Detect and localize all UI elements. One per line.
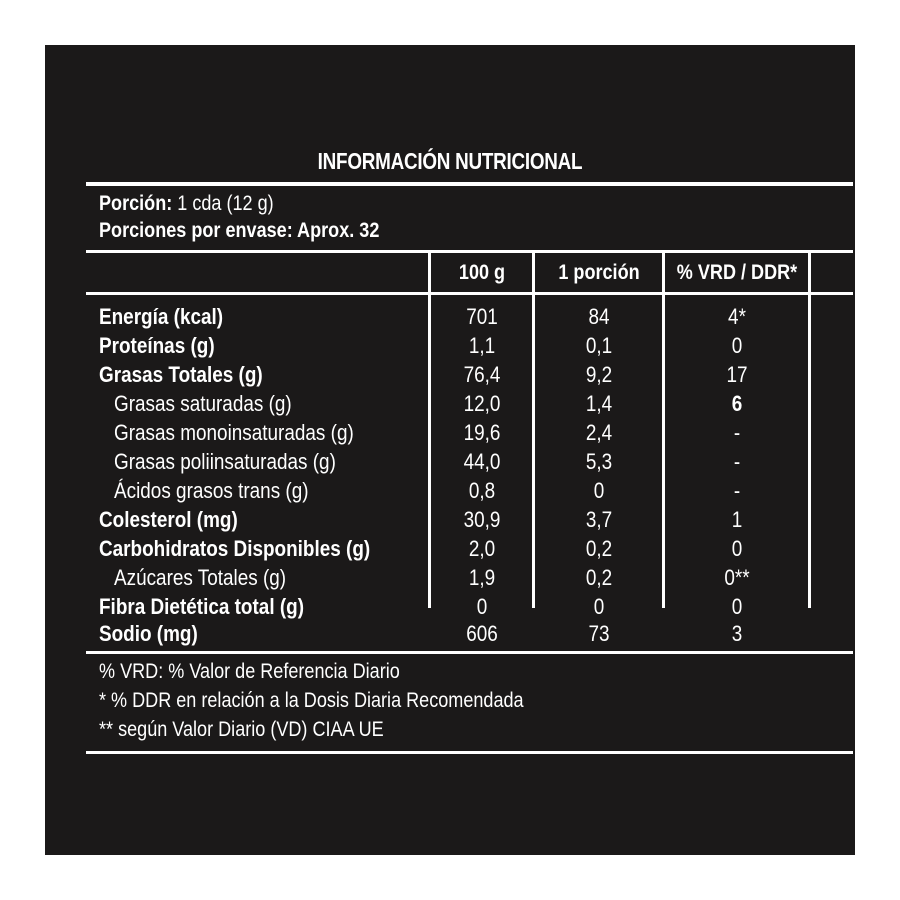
row-value-vrd: 6 [731, 391, 743, 416]
row-value-portion: 2,4 [585, 420, 613, 445]
col-header-portion: 1 porción [558, 261, 640, 284]
servings-line: Porciones por envase: Aprox. 32 [99, 219, 380, 242]
nutrition-title: INFORMACIÓN NUTRICIONAL [317, 148, 583, 174]
row-value-portion: 73 [588, 621, 610, 646]
rule-servings [86, 250, 853, 253]
table-row [0, 592, 900, 621]
row-value-portion: 0,1 [585, 333, 613, 358]
table-row [0, 447, 900, 476]
row-label: Fibra Dietética total (g) [99, 594, 304, 619]
row-value-100g: 76,4 [463, 362, 501, 387]
table-row [0, 476, 900, 505]
row-value-100g: 1,1 [468, 333, 496, 358]
row-value-100g: 0 [476, 594, 488, 619]
row-value-100g: 0,8 [468, 478, 496, 503]
row-value-portion: 0 [593, 478, 605, 503]
portion-label: Porción: [99, 192, 173, 215]
row-label: Grasas Totales (g) [99, 362, 263, 387]
portion-line [99, 192, 274, 216]
row-label: Energía (kcal) [99, 304, 224, 329]
row-value-portion: 9,2 [585, 362, 613, 387]
row-label: Sodio (mg) [99, 621, 198, 646]
row-value-portion: 3,7 [585, 507, 613, 532]
row-label: Grasas monoinsaturadas (g) [114, 420, 354, 445]
footnote-vrd: % VRD: % Valor de Referencia Diario [99, 660, 400, 683]
row-value-portion: 0 [593, 594, 605, 619]
row-value-vrd: - [733, 478, 741, 503]
col-header-100g: 100 g [458, 261, 506, 284]
row-value-100g: 606 [466, 621, 498, 646]
row-value-100g: 12,0 [463, 391, 501, 416]
table-row [0, 619, 900, 648]
portion-value: 1 cda (12 g) [177, 192, 274, 215]
row-label: Azúcares Totales (g) [114, 565, 287, 590]
row-value-100g: 19,6 [463, 420, 501, 445]
footnote-vd: ** según Valor Diario (VD) CIAA UE [99, 718, 384, 741]
rule-title [86, 182, 853, 186]
row-value-vrd: 0** [724, 565, 750, 590]
row-label: Grasas poliinsaturadas (g) [114, 449, 336, 474]
row-value-100g: 701 [466, 304, 498, 329]
row-value-vrd: 1 [731, 507, 743, 532]
row-value-vrd: - [733, 420, 741, 445]
row-label: Grasas saturadas (g) [114, 391, 292, 416]
row-value-vrd: 4* [728, 304, 746, 329]
row-value-portion: 0,2 [585, 536, 613, 561]
row-label: Colesterol (mg) [99, 507, 238, 532]
rule-header [86, 292, 853, 295]
table-row [0, 534, 900, 563]
rule-table-bottom [86, 651, 853, 654]
row-value-100g: 44,0 [463, 449, 501, 474]
row-value-vrd: - [733, 449, 741, 474]
table-row [0, 331, 900, 360]
row-value-100g: 2,0 [468, 536, 496, 561]
row-value-portion: 84 [588, 304, 610, 329]
row-value-100g: 1,9 [468, 565, 496, 590]
row-value-vrd: 0 [731, 594, 743, 619]
row-label: Proteínas (g) [99, 333, 215, 358]
row-value-portion: 5,3 [585, 449, 613, 474]
table-row [0, 302, 900, 331]
rule-bottom [86, 751, 853, 754]
table-row [0, 505, 900, 534]
table-row [0, 360, 900, 389]
row-value-vrd: 0 [731, 536, 743, 561]
footnote-ddr: * % DDR en relación a la Dosis Diaria Recomendada [99, 689, 524, 712]
col-header-vrd: % VRD / DDR* [676, 261, 798, 284]
row-label: Ácidos grasos trans (g) [114, 478, 309, 503]
row-label: Carbohidratos Disponibles (g) [99, 536, 371, 561]
table-row [0, 563, 900, 592]
row-value-portion: 0,2 [585, 565, 613, 590]
row-value-portion: 1,4 [585, 391, 613, 416]
row-value-vrd: 3 [731, 621, 743, 646]
table-row [0, 389, 900, 418]
table-row [0, 418, 900, 447]
row-value-vrd: 0 [731, 333, 743, 358]
row-value-100g: 30,9 [463, 507, 501, 532]
row-value-vrd: 17 [726, 362, 748, 387]
